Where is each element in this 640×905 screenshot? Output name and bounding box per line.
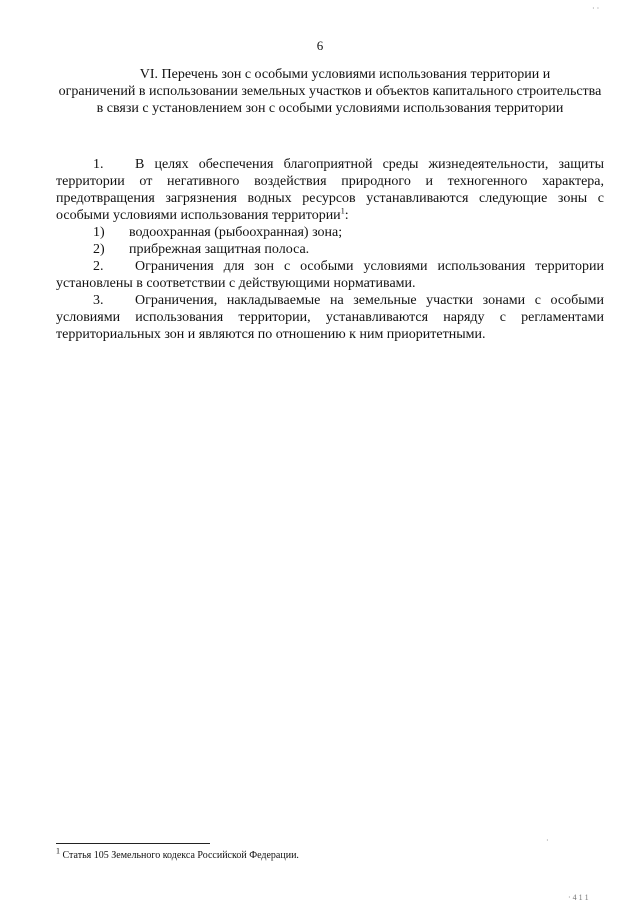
paragraph-2 bbox=[56, 258, 604, 292]
paragraph-3 bbox=[56, 292, 604, 343]
scan-mark-top-right: · · bbox=[592, 4, 600, 13]
document-body bbox=[56, 156, 604, 343]
page-number: 6 bbox=[316, 38, 324, 53]
section-title bbox=[56, 66, 604, 117]
list-item-number: 2) bbox=[93, 242, 105, 257]
list-item-number: 1) bbox=[93, 225, 105, 240]
list-item-text: водоохранная (рыбоохранная) зона; bbox=[129, 225, 343, 240]
paragraph-number: 2. bbox=[93, 259, 104, 274]
list-item-text: прибрежная защитная полоса. bbox=[129, 242, 310, 257]
footnote-divider bbox=[56, 843, 210, 844]
paragraph-text: Ограничения для зон с особыми условиями использования территории установлены в соответствии с действующими нормативами. bbox=[56, 259, 604, 291]
footnote-marker: 1 bbox=[56, 846, 60, 856]
paragraph-tail: : bbox=[344, 208, 349, 223]
paragraph-number: 1. bbox=[93, 157, 104, 172]
section-title-line1: VI. Перечень зон с особыми условиями использования территории и bbox=[139, 67, 551, 82]
list-item bbox=[56, 224, 604, 241]
footnote-ref: 1 bbox=[340, 206, 345, 216]
section-title-rest: ограничений в использовании земельных участков и объектов капитального строительства в связи с установлением зон с особыми условиями использования территории bbox=[58, 84, 602, 116]
paragraph-1 bbox=[56, 156, 604, 224]
footnote bbox=[56, 846, 299, 862]
paragraph-text: В целях обеспечения благоприятной среды жизнедеятельности, защиты территории от негативного воздействия природного и техногенного характера, предотвращения загрязнения водных ресурсов устанавливаются следующие зоны с особыми условиями использования территории bbox=[56, 157, 604, 223]
scan-mark-dot: · bbox=[546, 836, 549, 845]
scan-mark-bottom-right: · 4 1 1 bbox=[568, 893, 589, 902]
list-item bbox=[56, 241, 604, 258]
footnote-text: Статья 105 Земельного кодекса Российской Федерации. bbox=[62, 850, 299, 861]
paragraph-text: Ограничения, накладываемые на земельные участки зонами с особыми условиями использования территории, устанавливаются наряду с регламентами территориальных зон и являются по отношению к ним приоритетными. bbox=[56, 293, 604, 342]
paragraph-number: 3. bbox=[93, 293, 104, 308]
